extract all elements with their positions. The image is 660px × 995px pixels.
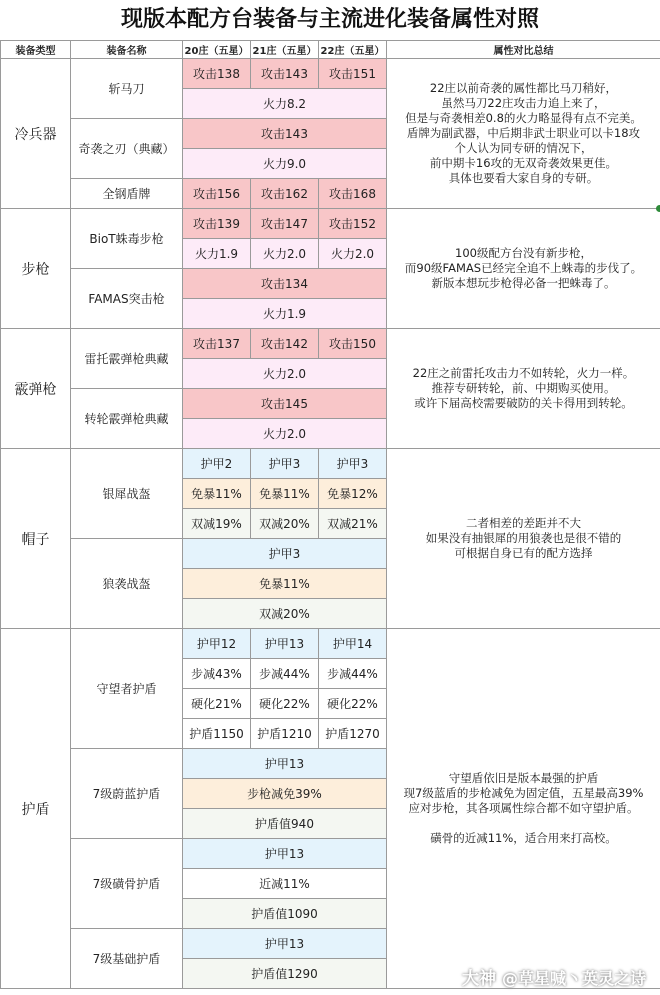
- summary-line: 而90级FAMAS已经完全追不上蛛毒的步伐了。: [404, 261, 643, 275]
- type-cell-rifle: 步枪: [1, 209, 71, 329]
- stat-cell: 双减19%: [183, 509, 251, 539]
- stat-cell: 攻击142: [251, 329, 319, 359]
- stat-cell: 护甲3: [251, 449, 319, 479]
- stat-cell: 免暴11%: [183, 479, 251, 509]
- item-name-azure-shield: 7级蔚蓝护盾: [71, 749, 183, 839]
- stat-cell: 步减43%: [183, 659, 251, 689]
- summary-line: 22庄以前奇袭的属性都比马刀稍好，: [429, 81, 618, 95]
- summary-line: 但是与奇袭相差0.8的火力略显得有点不完美。: [405, 111, 642, 125]
- table-row: [1, 209, 660, 239]
- stat-cell: 护甲3: [183, 539, 387, 569]
- summary-helmet: [387, 449, 660, 629]
- stat-cell: 双减21%: [319, 509, 387, 539]
- stat-cell: 免暴11%: [183, 569, 387, 599]
- stat-cell: 护盾1210: [251, 719, 319, 749]
- stat-cell: 护甲13: [251, 629, 319, 659]
- stat-cell: 护甲12: [183, 629, 251, 659]
- stat-cell: 攻击152: [319, 209, 387, 239]
- stat-cell: 护甲13: [183, 929, 387, 959]
- item-name-basic-shield: 7级基础护盾: [71, 929, 183, 989]
- stat-cell: 攻击143: [251, 59, 319, 89]
- stat-cell: 火力2.0: [319, 239, 387, 269]
- summary-line: 磺骨的近减11%，适合用来打高校。: [430, 831, 617, 845]
- stat-cell: 硬化22%: [251, 689, 319, 719]
- header-name: 装备名称: [71, 41, 183, 59]
- table-row: [1, 449, 660, 479]
- watermark: [462, 964, 646, 989]
- stat-cell: 攻击145: [183, 389, 387, 419]
- header-tier-22: 22庄（五星）: [319, 41, 387, 59]
- stat-cell: 攻击156: [183, 179, 251, 209]
- stat-cell: 火力8.2: [183, 89, 387, 119]
- stat-cell: 步枪减免39%: [183, 779, 387, 809]
- item-name-leituo: 雷托霰弹枪典藏: [71, 329, 183, 389]
- stat-cell: 火力1.9: [183, 299, 387, 329]
- watermark-logo: 大神: [461, 969, 496, 989]
- stat-cell: 火力2.0: [183, 419, 387, 449]
- stat-cell: 攻击138: [183, 59, 251, 89]
- stat-cell: 火力9.0: [183, 149, 387, 179]
- stat-cell: 攻击139: [183, 209, 251, 239]
- summary-line: 现7级蓝盾的步枪减免为固定值，五星最高39%: [403, 786, 644, 800]
- summary-line: 如果没有抽银犀的用狼袭也是很不错的: [425, 531, 622, 545]
- summary-line: 100级配方台没有新步枪，: [455, 246, 592, 260]
- stat-cell: 攻击151: [319, 59, 387, 89]
- type-cell-helmet: 帽子: [1, 449, 71, 629]
- summary-line: 22庄之前雷托攻击力不如转轮，火力一样。: [412, 366, 635, 380]
- stat-cell: 护盾1270: [319, 719, 387, 749]
- item-name-revolver-shotgun: 转轮霰弹枪典藏: [71, 389, 183, 449]
- stat-cell: 步减44%: [319, 659, 387, 689]
- stat-cell: 护盾值1090: [183, 899, 387, 929]
- stat-cell: 护盾1150: [183, 719, 251, 749]
- stat-cell: 硬化22%: [319, 689, 387, 719]
- stat-cell: 攻击162: [251, 179, 319, 209]
- stat-cell: 免暴11%: [251, 479, 319, 509]
- stat-cell: 火力2.0: [183, 359, 387, 389]
- summary-blank-line: [391, 816, 656, 831]
- page-title: 现版本配方台装备与主流进化装备属性对照: [120, 7, 539, 32]
- table-row: [1, 59, 660, 89]
- stat-cell: 免暴12%: [319, 479, 387, 509]
- stat-cell: 攻击168: [319, 179, 387, 209]
- stat-cell: 双减20%: [251, 509, 319, 539]
- comparison-table: [0, 40, 660, 989]
- stat-cell: 攻击134: [183, 269, 387, 299]
- stat-cell: 攻击137: [183, 329, 251, 359]
- item-name-zhanmadao: 斩马刀: [71, 59, 183, 119]
- item-name-qixi: 奇袭之刃（典藏）: [71, 119, 183, 179]
- stat-cell: 近减11%: [183, 869, 387, 899]
- stat-cell: 护甲14: [319, 629, 387, 659]
- summary-rifle: [387, 209, 660, 329]
- item-name-biot: BioT蛛毒步枪: [71, 209, 183, 269]
- stat-cell: 护甲3: [319, 449, 387, 479]
- summary-line: 二者相差的差距并不大: [466, 516, 581, 530]
- summary-line: 前中期卡16攻的无双奇袭效果更佳。: [429, 156, 618, 170]
- header-tier-20: 20庄（五星）: [183, 41, 251, 59]
- item-name-watcher-shield: 守望者护盾: [71, 629, 183, 749]
- stat-cell: 护甲2: [183, 449, 251, 479]
- type-cell-melee: 冷兵器: [1, 59, 71, 209]
- stat-cell: 护甲13: [183, 749, 387, 779]
- stat-cell: 双减20%: [183, 599, 387, 629]
- header-type: 装备类型: [1, 41, 71, 59]
- type-cell-shotgun: 霰弹枪: [1, 329, 71, 449]
- summary-line: 个人认为同专研的情况下，: [454, 141, 593, 155]
- item-name-steel-shield: 全钢盾牌: [71, 179, 183, 209]
- stat-cell: 攻击150: [319, 329, 387, 359]
- stat-cell: 火力1.9: [183, 239, 251, 269]
- summary-line: 可根据自身已有的配方选择: [454, 546, 593, 560]
- table-row: [1, 329, 660, 359]
- stat-cell: 步减44%: [251, 659, 319, 689]
- summary-shotgun: [387, 329, 660, 449]
- item-name-yinxi: 银犀战盔: [71, 449, 183, 539]
- summary-line: 盾牌为副武器，中后期非武士职业可以卡18攻: [406, 126, 641, 140]
- stat-cell: 护盾值940: [183, 809, 387, 839]
- summary-line: 应对步枪，其各项属性综合都不如守望护盾。: [408, 801, 639, 815]
- stat-cell: 护甲13: [183, 839, 387, 869]
- summary-line: 具体也要看大家自身的专研。: [448, 171, 599, 185]
- stat-cell: 攻击147: [251, 209, 319, 239]
- stat-cell: 火力2.0: [251, 239, 319, 269]
- summary-shield: [387, 629, 660, 989]
- stat-cell: 硬化21%: [183, 689, 251, 719]
- item-name-langxi: 狼袭战盔: [71, 539, 183, 629]
- edge-handle-dot: [656, 205, 660, 212]
- summary-line: 或许下届高校需要破防的关卡得用到转轮。: [414, 396, 633, 410]
- header-summary: 属性对比总结: [387, 41, 660, 59]
- summary-line: 虽然马刀22庄攻击力追上来了，: [441, 96, 606, 110]
- stat-cell: 护盾值1290: [183, 959, 387, 989]
- summary-melee: [387, 59, 660, 209]
- summary-line: 推荐专研转轮，前、中期购买使用。: [431, 381, 616, 395]
- item-name-bone-shield: 7级磺骨护盾: [71, 839, 183, 929]
- summary-line: 新版本想玩步枪得必备一把蛛毒了。: [431, 276, 616, 290]
- header-tier-21: 21庄（五星）: [251, 41, 319, 59]
- item-name-famas: FAMAS突击枪: [71, 269, 183, 329]
- table-row: [1, 629, 660, 659]
- watermark-text: @草星喊丶英灵之诗: [501, 969, 646, 988]
- stat-cell: 攻击143: [183, 119, 387, 149]
- header-row: [1, 41, 660, 59]
- type-cell-shield: 护盾: [1, 629, 71, 989]
- summary-line: 守望盾依旧是版本最强的护盾: [448, 771, 599, 785]
